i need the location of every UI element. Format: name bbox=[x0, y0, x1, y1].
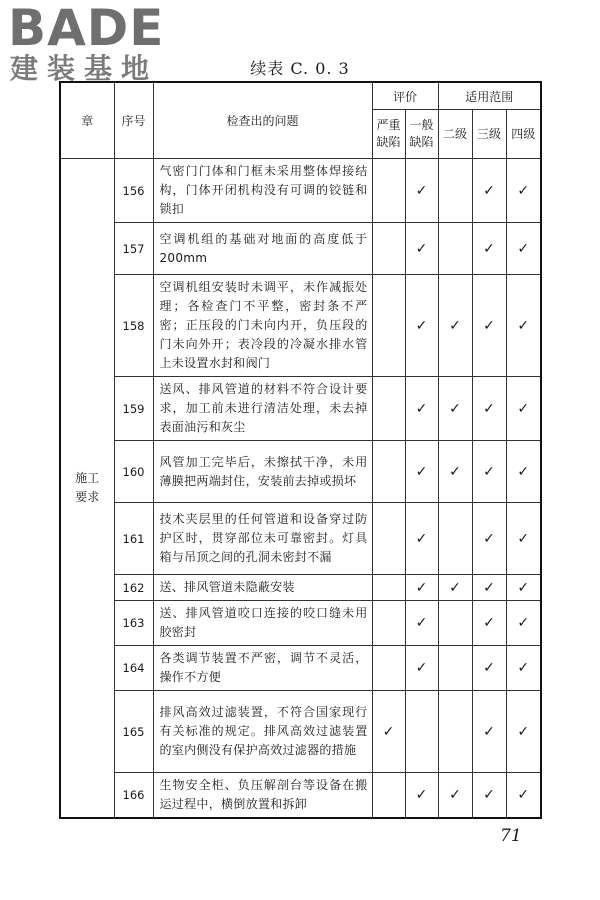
issue-text: 生物安全柜、负压解剖台等设备在搬运过程中，横倒放置和拆卸 bbox=[153, 773, 372, 819]
general-defect-mark: ✓ bbox=[405, 601, 438, 646]
severe-defect-mark bbox=[372, 441, 405, 503]
level4-mark: ✓ bbox=[506, 691, 541, 773]
table-row bbox=[60, 773, 541, 819]
row-number: 161 bbox=[114, 503, 153, 575]
severe-defect-mark: ✓ bbox=[372, 691, 405, 773]
issue-text: 排风高效过滤装置，不符合国家现行有关标准的规定。排风高效过滤装置的室内侧没有保护高效过滤器的措施 bbox=[153, 691, 372, 773]
level3-mark: ✓ bbox=[472, 441, 506, 503]
table-row bbox=[60, 377, 541, 441]
severe-defect-mark bbox=[372, 773, 405, 819]
header-severe: 严重 缺陷 bbox=[372, 110, 405, 159]
header-evaluation: 评价 bbox=[372, 82, 438, 110]
table-row bbox=[60, 691, 541, 773]
level2-mark bbox=[438, 601, 472, 646]
row-number: 164 bbox=[114, 646, 153, 691]
level2-mark: ✓ bbox=[438, 773, 472, 819]
general-defect-mark: ✓ bbox=[405, 773, 438, 819]
issue-text: 空调机组的基础对地面的高度低于 200mm bbox=[153, 223, 372, 275]
issue-text: 送、排风管道未隐蔽安装 bbox=[153, 575, 372, 601]
inspection-table bbox=[59, 81, 542, 819]
general-defect-mark: ✓ bbox=[405, 223, 438, 275]
level2-mark: ✓ bbox=[438, 377, 472, 441]
level2-mark bbox=[438, 223, 472, 275]
level3-mark: ✓ bbox=[472, 275, 506, 377]
severe-defect-mark bbox=[372, 275, 405, 377]
table-row bbox=[60, 503, 541, 575]
level4-mark: ✓ bbox=[506, 441, 541, 503]
table-row bbox=[60, 646, 541, 691]
level3-mark: ✓ bbox=[472, 575, 506, 601]
issue-text: 空调机组安装时未调平，未作减振处理；各检查门不平整，密封条不严密；正压段的门未向内开，负压段的门未向外开；表冷段的冷凝水排水管上未设置水封和阀门 bbox=[153, 275, 372, 377]
logo-text-cn: 建装基地 bbox=[10, 52, 159, 85]
severe-defect-mark bbox=[372, 377, 405, 441]
row-number: 157 bbox=[114, 223, 153, 275]
table-body bbox=[60, 159, 541, 819]
level3-mark: ✓ bbox=[472, 377, 506, 441]
level3-mark: ✓ bbox=[472, 773, 506, 819]
header-issue: 检查出的问题 bbox=[153, 82, 372, 159]
level3-mark: ✓ bbox=[472, 223, 506, 275]
row-number: 156 bbox=[114, 159, 153, 223]
row-number: 159 bbox=[114, 377, 153, 441]
row-number: 163 bbox=[114, 601, 153, 646]
general-defect-mark: ✓ bbox=[405, 503, 438, 575]
issue-text: 送、排风管道咬口连接的咬口缝未用胶密封 bbox=[153, 601, 372, 646]
level2-mark bbox=[438, 691, 472, 773]
page-number: 71 bbox=[500, 826, 522, 846]
severe-defect-mark bbox=[372, 575, 405, 601]
general-defect-mark: ✓ bbox=[405, 275, 438, 377]
level2-mark bbox=[438, 646, 472, 691]
table-row bbox=[60, 575, 541, 601]
header-general: 一般 缺陷 bbox=[405, 110, 438, 159]
row-number: 160 bbox=[114, 441, 153, 503]
level4-mark: ✓ bbox=[506, 159, 541, 223]
header-level4: 四级 bbox=[506, 110, 541, 159]
row-number: 165 bbox=[114, 691, 153, 773]
header-level3: 三级 bbox=[472, 110, 506, 159]
general-defect-mark: ✓ bbox=[405, 646, 438, 691]
severe-defect-mark bbox=[372, 159, 405, 223]
table-title: 续表 C. 0. 3 bbox=[250, 59, 350, 78]
level3-mark: ✓ bbox=[472, 646, 506, 691]
general-defect-mark bbox=[405, 691, 438, 773]
level3-mark: ✓ bbox=[472, 159, 506, 223]
issue-text: 气密门门体和门框未采用整体焊接结构，门体开闭机构没有可调的铰链和锁扣 bbox=[153, 159, 372, 223]
level3-mark: ✓ bbox=[472, 691, 506, 773]
general-defect-mark: ✓ bbox=[405, 377, 438, 441]
severe-defect-mark bbox=[372, 223, 405, 275]
level4-mark: ✓ bbox=[506, 601, 541, 646]
issue-text: 各类调节装置不严密，调节不灵活，操作不方便 bbox=[153, 646, 372, 691]
level2-mark: ✓ bbox=[438, 275, 472, 377]
row-number: 158 bbox=[114, 275, 153, 377]
level2-mark: ✓ bbox=[438, 575, 472, 601]
header-level2: 二级 bbox=[438, 110, 472, 159]
level4-mark: ✓ bbox=[506, 773, 541, 819]
issue-text: 送风、排风管道的材料不符合设计要求，加工前未进行清洁处理，未去掉表面油污和灰尘 bbox=[153, 377, 372, 441]
row-number: 162 bbox=[114, 575, 153, 601]
severe-defect-mark bbox=[372, 601, 405, 646]
header-seq: 序号 bbox=[114, 82, 153, 159]
level4-mark: ✓ bbox=[506, 646, 541, 691]
row-number: 166 bbox=[114, 773, 153, 819]
header-chapter: 章 bbox=[60, 82, 114, 159]
header-scope: 适用范围 bbox=[438, 82, 541, 110]
level2-mark bbox=[438, 159, 472, 223]
general-defect-mark: ✓ bbox=[405, 159, 438, 223]
level4-mark: ✓ bbox=[506, 223, 541, 275]
severe-defect-mark bbox=[372, 646, 405, 691]
table-row bbox=[60, 275, 541, 377]
level4-mark: ✓ bbox=[506, 575, 541, 601]
level2-mark: ✓ bbox=[438, 441, 472, 503]
table-row bbox=[60, 223, 541, 275]
issue-text: 风管加工完毕后，未擦拭干净，未用薄膜把两端封住，安装前去掉或损坏 bbox=[153, 441, 372, 503]
issue-text: 技术夹层里的任何管道和设备穿过防护区时，贯穿部位未可靠密封。灯具箱与吊顶之间的孔洞未密封不漏 bbox=[153, 503, 372, 575]
chapter-cell: 施工 要求 bbox=[60, 159, 114, 819]
level4-mark: ✓ bbox=[506, 377, 541, 441]
level4-mark: ✓ bbox=[506, 275, 541, 377]
level3-mark: ✓ bbox=[472, 503, 506, 575]
severe-defect-mark bbox=[372, 503, 405, 575]
level3-mark: ✓ bbox=[472, 601, 506, 646]
table-row bbox=[60, 441, 541, 503]
table-row bbox=[60, 601, 541, 646]
level4-mark: ✓ bbox=[506, 503, 541, 575]
general-defect-mark: ✓ bbox=[405, 441, 438, 503]
table-row bbox=[60, 159, 541, 223]
logo-text-en: BADE bbox=[8, 0, 165, 57]
level2-mark bbox=[438, 503, 472, 575]
general-defect-mark: ✓ bbox=[405, 575, 438, 601]
